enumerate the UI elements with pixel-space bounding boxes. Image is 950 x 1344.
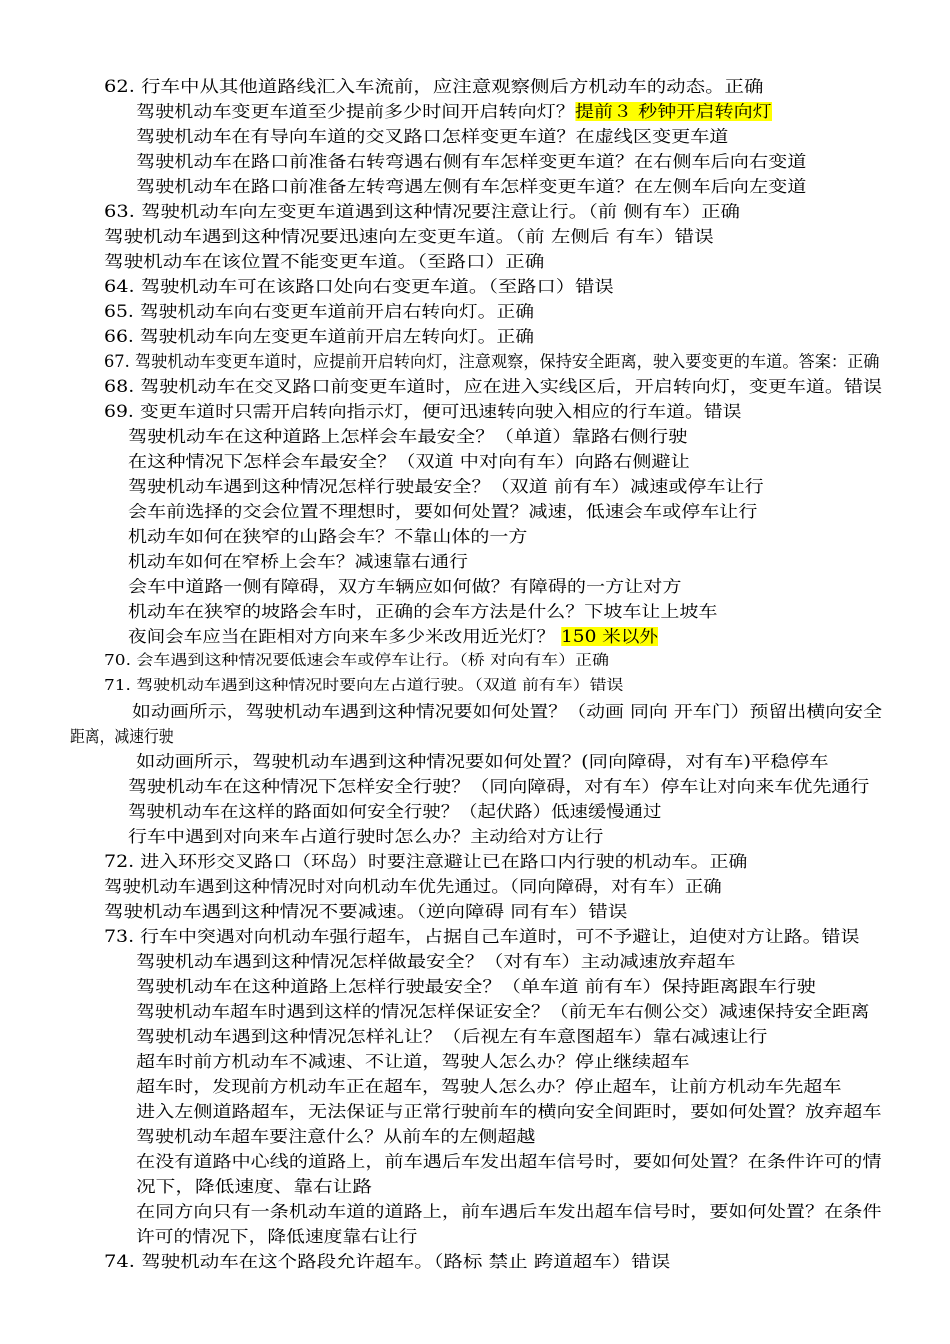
text-line	[0, 524, 950, 549]
text-line	[0, 1199, 950, 1224]
line-text: 在没有道路中心线的道路上，前车遇后车发出超车信号时，要如何处置？在条件许可的情	[136, 1152, 882, 1171]
line-text: 如动画所示，驾驶机动车遇到这种情况要如何处置？(同向障碍，对有车)平稳停车	[136, 752, 829, 771]
text-line	[0, 549, 950, 574]
line-text: 超车时前方机动车不减速、不让道，驾驶人怎么办？停止继续超车	[136, 1052, 690, 1071]
text-line	[0, 724, 950, 749]
text-line	[0, 999, 950, 1024]
text-line	[0, 774, 950, 799]
text-line	[0, 924, 950, 949]
line-text: 如动画所示，驾驶机动车遇到这种情况要如何处置？（动画 同向 开车门）预留出横向安全	[132, 702, 883, 721]
text-line	[0, 599, 950, 624]
line-text: 驾驶机动车在这样的路面如何安全行驶？（起伏路）低速缓慢通过	[128, 802, 662, 821]
line-text: 65. 驾驶机动车向右变更车道前开启右转向灯。正确	[104, 302, 535, 321]
text-line	[0, 799, 950, 824]
text-line	[0, 249, 950, 274]
text-line	[0, 474, 950, 499]
line-text: 驾驶机动车在该位置不能变更车道。（至路口）正确	[104, 252, 545, 271]
text-line	[0, 99, 950, 124]
text-line	[0, 449, 950, 474]
line-text: 超车时，发现前方机动车正在超车，驾驶人怎么办？停止超车，让前方机动车先超车	[136, 1077, 842, 1096]
line-text: 驾驶机动车超车时遇到这样的情况怎样保证安全？（前无车右侧公交）减速保持安全距离	[136, 1002, 870, 1021]
text-line	[0, 299, 950, 324]
text-line	[0, 624, 950, 649]
text-line	[0, 974, 950, 999]
line-text: 夜间会车应当在距相对方向来车多少米改用近光灯？ 150 米以外	[128, 627, 659, 646]
text-line	[0, 199, 950, 224]
line-text: 74. 驾驶机动车在这个路段允许超车。（路标 禁止 跨道超车）错误	[104, 1252, 671, 1271]
line-text: 73. 行车中突遇对向机动车强行超车，占据自己车道时，可不予避让，迫使对方让路。错误	[104, 927, 860, 946]
text-line	[0, 399, 950, 424]
text-line	[0, 1124, 950, 1149]
text-line	[0, 1224, 950, 1249]
text-line	[0, 424, 950, 449]
line-text: 70. 会车遇到这种情况要低速会车或停车让行。（桥 对向有车）正确	[104, 653, 610, 669]
text-line	[0, 274, 950, 299]
line-text: 驾驶机动车遇到这种情况怎样礼让？（后视左有车意图超车）靠右减速让行	[136, 1027, 768, 1046]
line-text: 会车中道路一侧有障碍，双方车辆应如何做？有障碍的一方让对方	[128, 577, 682, 596]
text-line	[0, 224, 950, 249]
text-line	[0, 174, 950, 199]
highlighted-answer: 150 米以外	[560, 627, 659, 646]
line-text: 进入左侧道路超车，无法保证与正常行驶前车的横向安全间距时，要如何处置？放弃超车	[136, 1102, 882, 1121]
text-line	[0, 149, 950, 174]
line-text: 驾驶机动车遇到这种情况怎样行驶最安全？（双道 前有车）减速或停车让行	[128, 477, 764, 496]
text-line	[0, 1249, 950, 1274]
line-text: 机动车在狭窄的坡路会车时，正确的会车方法是什么？下坡车让上坡车	[128, 602, 718, 621]
text-line	[0, 74, 950, 99]
text-line	[0, 1074, 950, 1099]
text-line	[0, 124, 950, 149]
text-line	[0, 899, 950, 924]
highlighted-answer: 提前３ 秒钟开启转向灯	[574, 102, 772, 121]
text-line	[0, 699, 950, 724]
line-text: 66. 驾驶机动车向左变更车道前开启左转向灯。正确	[104, 327, 535, 346]
text-line	[0, 1024, 950, 1049]
line-text: 63. 驾驶机动车向左变更车道遇到这种情况要注意让行。（前 侧有车）正确	[104, 202, 740, 221]
text-line	[0, 1174, 950, 1199]
line-text: 64. 驾驶机动车可在该路口处向右变更车道。（至路口）错误	[104, 277, 614, 296]
line-text: 67. 驾驶机动车变更车道时，应提前开启转向灯，注意观察，保持安全距离，驶入要变更的车道。答案：正确	[104, 352, 880, 371]
line-text: 距离，减速行驶	[70, 727, 174, 746]
line-text: 驾驶机动车遇到这种情况怎样做最安全？（对有车）主动减速放弃超车	[136, 952, 736, 971]
line-text: 68. 驾驶机动车在交叉路口前变更车道时，应在进入实线区后，开启转向灯，变更车道。错误	[104, 377, 883, 396]
line-text: 机动车如何在狭窄的山路会车？不靠山体的一方	[128, 527, 528, 546]
text-line	[0, 1049, 950, 1074]
text-line	[0, 649, 950, 674]
line-text: 驾驶机动车遇到这种情况要迅速向左变更车道。（前 左侧后 有车）错误	[104, 227, 714, 246]
text-line	[0, 1149, 950, 1174]
text-line	[0, 374, 950, 399]
line-text: 在这种情况下怎样会车最安全？（双道 中对向有车）向路右侧避让	[128, 452, 690, 471]
line-text: 驾驶机动车在这种道路上怎样行驶最安全？（单车道 前有车）保持距离跟车行驶	[136, 977, 816, 996]
line-text: 驾驶机动车在有导向车道的交叉路口怎样变更车道？在虚线区变更车道	[136, 127, 729, 146]
line-text: 行车中遇到对向来车占道行驶时怎么办？主动给对方让行	[128, 827, 604, 846]
line-text: 驾驶机动车在这种道路上怎样会车最安全？（单道）靠路右侧行驶	[128, 427, 688, 446]
line-text: 71. 驾驶机动车遇到这种情况时要向左占道行驶。（双道 前有车）错误	[104, 678, 624, 694]
text-line	[0, 324, 950, 349]
line-text: 驾驶机动车超车要注意什么？从前车的左侧超越	[136, 1127, 536, 1146]
text-line	[0, 574, 950, 599]
text-line	[0, 499, 950, 524]
line-text: 驾驶机动车遇到这种情况不要减速。（逆向障碍 同有车）错误	[104, 902, 628, 921]
text-line	[0, 1099, 950, 1124]
line-text: 驾驶机动车在路口前准备左转弯遇左侧有车怎样变更车道？在左侧车后向左变道	[136, 177, 807, 196]
line-text: 在同方向只有一条机动车道的道路上，前车遇后车发出超车信号时，要如何处置？在条件	[136, 1202, 882, 1221]
line-text: 许可的情况下，降低速度靠右让行	[136, 1227, 418, 1246]
text-line	[0, 674, 950, 699]
line-text: 62. 行车中从其他道路线汇入车流前，应注意观察侧后方机动车的动态。正确	[104, 77, 764, 96]
line-text: 机动车如何在窄桥上会车？减速靠右通行	[128, 552, 469, 571]
line-text: 会车前选择的交会位置不理想时，要如何处置？减速，低速会车或停车让行	[128, 502, 758, 521]
line-text: 驾驶机动车变更车道至少提前多少时间开启转向灯？提前３ 秒钟开启转向灯	[136, 102, 772, 121]
line-text: 72. 进入环形交叉路口（环岛）时要注意避让已在路口内行驶的机动车。正确	[104, 852, 748, 871]
line-text: 69. 变更车道时只需开启转向指示灯，便可迅速转向驶入相应的行车道。错误	[104, 402, 742, 421]
text-line	[0, 349, 950, 374]
text-line	[0, 849, 950, 874]
text-line	[0, 824, 950, 849]
line-text: 驾驶机动车遇到这种情况时对向机动车优先通过。（同向障碍，对有车）正确	[104, 877, 722, 896]
text-line	[0, 874, 950, 899]
line-text: 驾驶机动车在路口前准备右转弯遇右侧有车怎样变更车道？在右侧车后向右变道	[136, 152, 807, 171]
text-line	[0, 749, 950, 774]
line-text: 况下，降低速度、靠右让路	[136, 1177, 372, 1196]
text-line	[0, 949, 950, 974]
line-text: 驾驶机动车在这种情况下怎样安全行驶？（同向障碍，对有车）停车让对向来车优先通行	[128, 777, 870, 796]
